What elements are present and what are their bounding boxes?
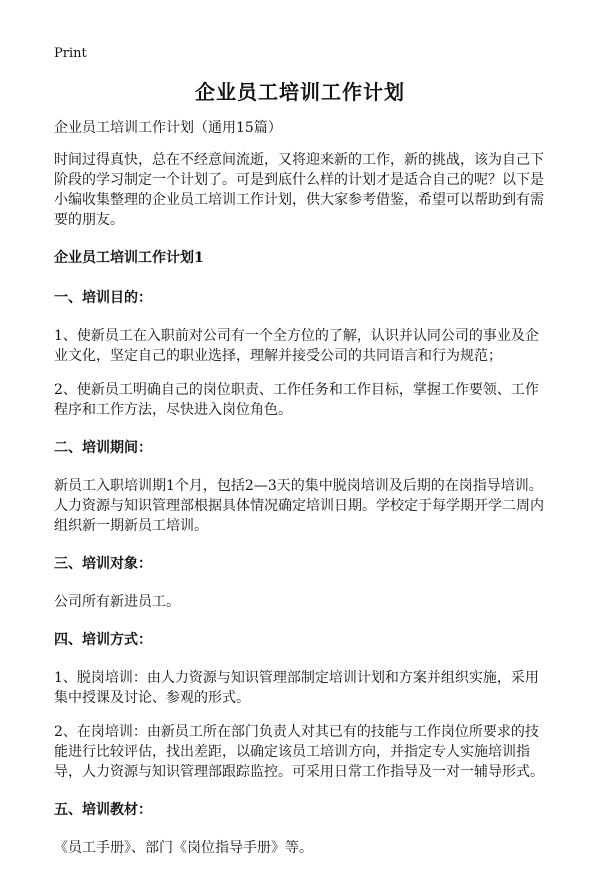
audience-paragraph: 公司所有新进员工。 (54, 594, 180, 610)
document-title: 企业员工培训工作计划 (195, 80, 405, 104)
section-heading-method: 四、培训方式： (54, 632, 152, 648)
plan-heading: 企业员工培训工作计划1 (54, 250, 204, 266)
period-paragraph: 新员工入职培训期1个月，包括2—3天的集中脱岗培训及后期的在岗指导培训。人力资源与知识管理部根据具体情况确定培训日期。学校定于每学期开学二周内组织新一期新员工培训。 (54, 478, 544, 534)
purpose-paragraph-2: 2、使新员工明确自己的岗位职责、工作任务和工作目标，掌握工作要领、工作程序和工作方法，尽快进入岗位角色。 (54, 382, 539, 418)
print-link[interactable]: Print (54, 46, 87, 61)
materials-paragraph: 《员工手册》、部门《岗位指导手册》等。 (54, 840, 313, 856)
document-subtitle: 企业员工培训工作计划（通用15篇） (54, 120, 282, 136)
section-heading-audience: 三、培训对象： (54, 556, 152, 572)
method-paragraph-2: 2、在岗培训：由新员工所在部门负责人对其已有的技能与工作岗位所要求的技能进行比较评估，找出差距，以确定该员工培训方向，并指定专人实施培训指导，人力资源与知识管理部跟踪监控。可采用日常工作指导及一对一辅导形式。 (54, 724, 544, 780)
method-paragraph-1: 1、脱岗培训：由人力资源与知识管理部制定培训计划和方案并组织实施，采用集中授课及讨论、参观的形式。 (54, 670, 539, 706)
section-heading-materials: 五、培训教材： (54, 802, 152, 818)
intro-paragraph: 时间过得真快，总在不经意间流逝，又将迎来新的工作，新的挑战，该为自己下阶段的学习制定一个计划了。可是到底什么样的计划才是适合自己的呢？以下是小编收集整理的企业员工培训工作计划，供大家参考借鉴，希望可以帮助到有需要的朋友。 (54, 152, 544, 228)
section-heading-purpose: 一、培训目的： (54, 290, 152, 306)
document-body (54, 118, 550, 872)
section-heading-period: 二、培训期间： (54, 440, 152, 456)
purpose-paragraph-1: 1、使新员工在入职前对公司有一个全方位的了解，认识并认同公司的事业及企业文化，坚定自己的职业选择，理解并接受公司的共同语言和行为规范； (54, 328, 539, 364)
